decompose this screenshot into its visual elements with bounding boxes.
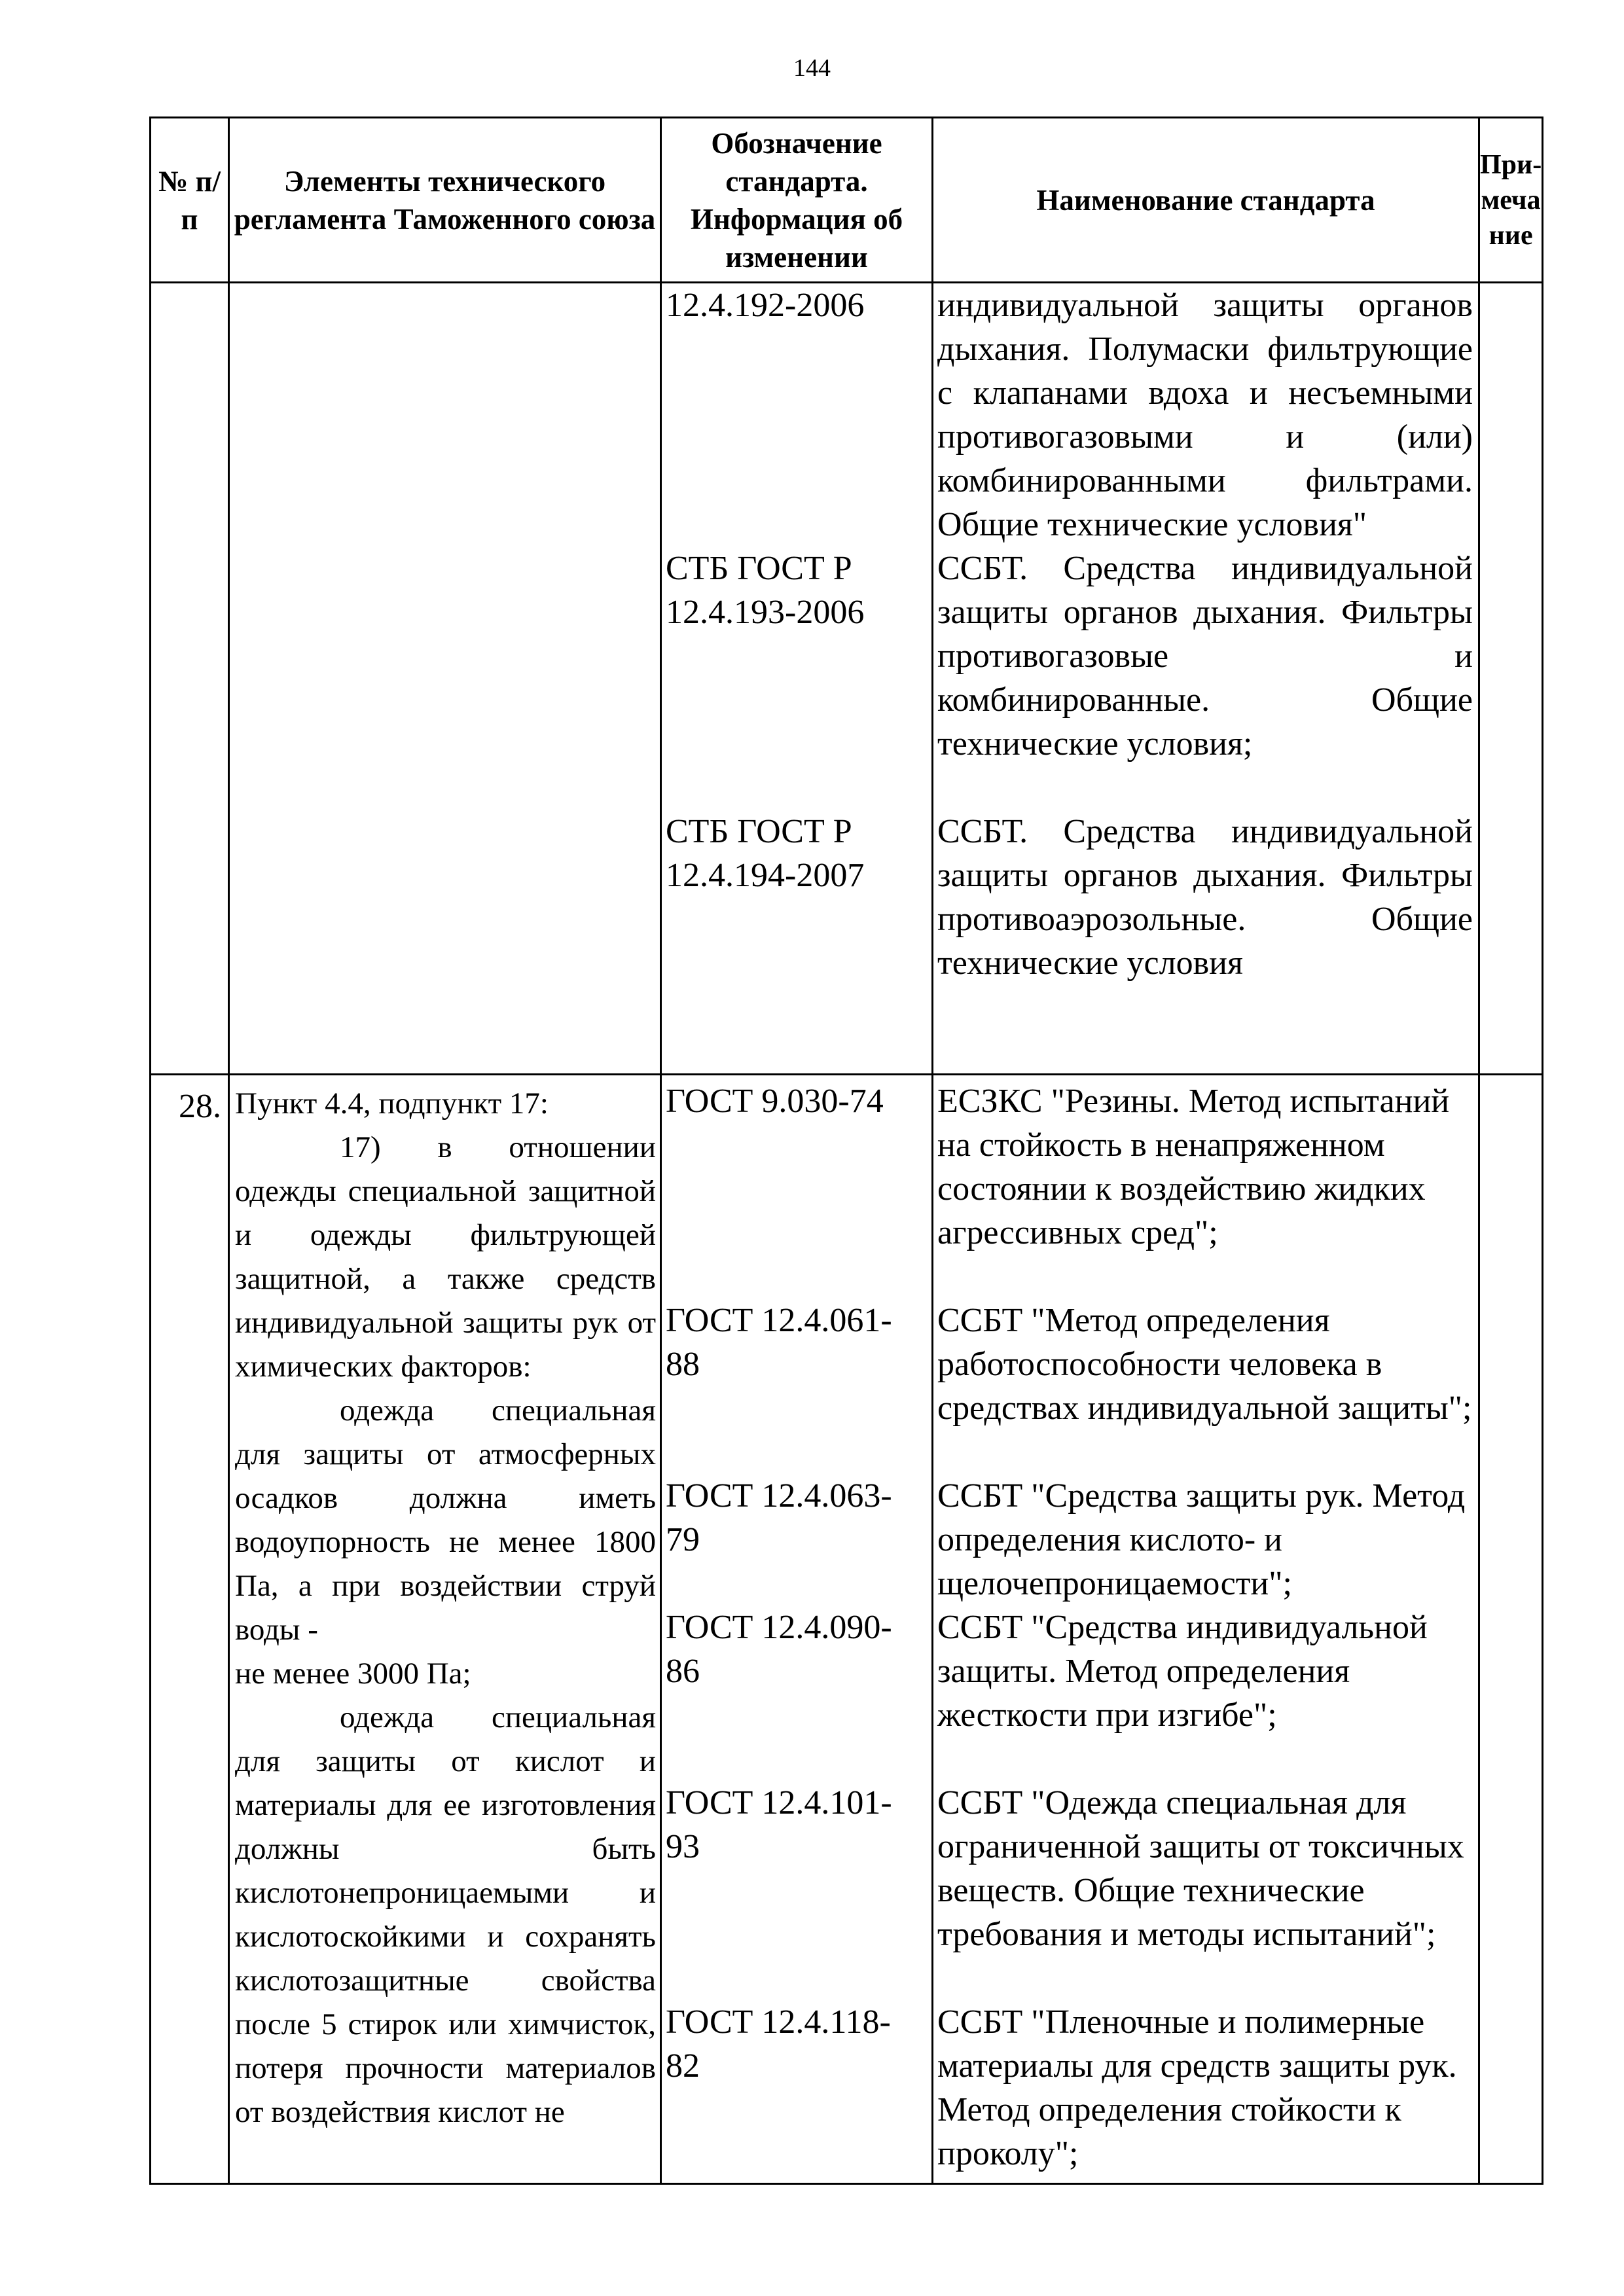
standard-name-item: ССБТ "Средства защиты рук. Метод определения кислото- и щелочепроницаемости"; — [937, 1477, 1466, 1602]
header-note: При-меча ние — [1479, 118, 1543, 283]
element-text: одежда специальная для защиты от атмосферных осадков должна иметь водоупорность не менее 1800 Па, а при воздействии струй воды - — [235, 1393, 656, 1647]
element-text: одежда специальная для защиты от кислот и материалы для ее изготовления должны быть кислотонепроницаемыми и кислотоскойкими и сохранять кислотозащитные свойства после 5 стирок или химчисток, потеря прочности материалов от воздействия кислот не — [235, 1700, 656, 2129]
standard-name-item: ЕСЗКС "Резины. Метод испытаний на стойкость в ненапряженном состоянии к воздействию жидких агрессивных сред"; — [937, 1083, 1450, 1251]
header-name: Наименование стандарта — [933, 118, 1479, 283]
cell-elements — [229, 1075, 661, 2184]
element-text: не менее 3000 Па; — [235, 1657, 471, 1691]
standard-name-item: ССБТ "Одежда специальная для ограниченной защиты от токсичных веществ. Общие технические требования и методы испытаний"; — [937, 1784, 1464, 1953]
designation-item: СТБ ГОСТ Р 12.4.194-2007 — [666, 813, 865, 894]
designation-item: ГОСТ 12.4.101-93 — [666, 1784, 892, 1865]
standard-name-item: ССБТ. Средства индивидуальной защиты органов дыхания. Фильтры противоаэрозольные. Общие технические условия — [937, 813, 1473, 982]
header-designation: Обозначение стандарта. Информация об изменении — [661, 118, 933, 283]
row-number: 28. — [151, 1075, 229, 2184]
standard-name-item: ССБТ "Пленочные и полимерные материалы для средств защиты рук. Метод определения стойкости к проколу"; — [937, 2003, 1457, 2172]
cell-number-empty — [151, 283, 229, 1075]
standard-name-item: ССБТ. Средства индивидуальной защиты органов дыхания. Фильтры противогазовые и комбинированные. Общие технические условия; — [937, 550, 1473, 762]
cell-elements-empty — [229, 283, 661, 1075]
table-row-28 — [151, 1075, 1543, 2184]
cell-designation — [661, 283, 933, 1075]
designation-item: ГОСТ 12.4.090-86 — [666, 1609, 892, 1690]
designation-item: ГОСТ 12.4.118-82 — [666, 2003, 891, 2085]
element-text: Пункт 4.4, подпункт 17: — [235, 1086, 549, 1121]
standard-name-item: индивидуальной защиты органов дыхания. Полумаски фильтрующие с клапанами вдоха и несъемными противогазовыми и (или) комбинированными фильтрами. Общие технические условия" — [937, 287, 1473, 543]
cell-standard-name — [933, 283, 1479, 1075]
table-header-row — [151, 118, 1543, 283]
cell-note-empty — [1479, 283, 1543, 1075]
standards-table — [149, 117, 1543, 2185]
designation-item: ГОСТ 9.030-74 — [666, 1083, 884, 1120]
header-elements: Элементы технического регламента Таможенного союза — [229, 118, 661, 283]
designation-item: ГОСТ 12.4.061-88 — [666, 1302, 892, 1383]
standard-name-item: ССБТ "Средства индивидуальной защиты. Метод определения жесткости при изгибе"; — [937, 1609, 1428, 1734]
standard-name-item: ССБТ "Метод определения работоспособности человека в средствах индивидуальной защиты"; — [937, 1302, 1472, 1427]
header-number: № п/п — [151, 118, 229, 283]
designation-item: ГОСТ 12.4.063-79 — [666, 1477, 892, 1558]
page-number: 144 — [793, 54, 831, 82]
table-row-continued — [151, 283, 1543, 1075]
cell-note-empty — [1479, 1075, 1543, 2184]
cell-designation — [661, 1075, 933, 2184]
designation-item: СТБ ГОСТ Р 12.4.193-2006 — [666, 550, 865, 631]
designation-item: 12.4.192-2006 — [666, 287, 865, 324]
element-text: 17) в отношении одежды специальной защитной и одежды фильтрующей защитной, а также средств индивидуальной защиты рук от химических факторов: — [235, 1130, 656, 1384]
cell-standard-name — [933, 1075, 1479, 2184]
